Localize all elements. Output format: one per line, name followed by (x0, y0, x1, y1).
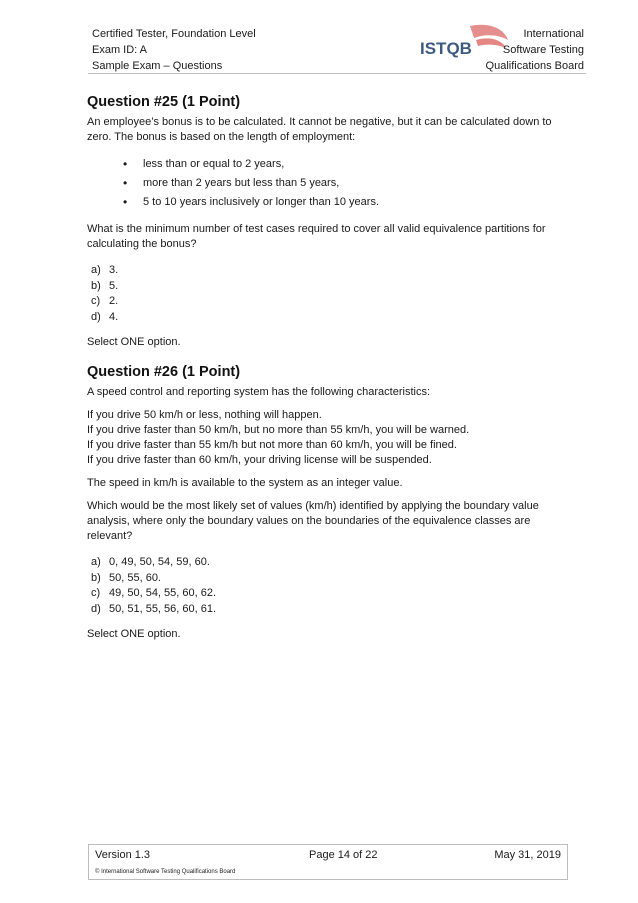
footer-copyright: © International Software Testing Qualifications Board (95, 869, 236, 875)
page-footer (88, 844, 568, 880)
rule-line: If you drive 50 km/h or less, nothing will happen. (87, 409, 322, 421)
question-text: What is the minimum number of test cases required to cover all valid equivalence partitions for calculating the bonus? (87, 223, 546, 250)
answer-option: d) 50, 51, 55, 56, 60, 61. (91, 602, 217, 615)
answer-option: d) 4. (91, 310, 119, 323)
footer-version: Version 1.3 (95, 849, 151, 861)
answer-option: a) 3. (91, 264, 119, 276)
rule-lines (87, 408, 557, 468)
question-title: Question #25 (1 Point) (87, 94, 241, 110)
question-26 (87, 364, 557, 642)
header-left-line: Sample Exam – Questions (92, 60, 223, 72)
header-left (92, 26, 256, 74)
instruction: Select ONE option. (87, 336, 181, 348)
footer-date: May 31, 2019 (494, 849, 561, 861)
question-intro: An employee’s bonus is to be calculated. It cannot be negative, but it can be calculated down to zero. The bonus is based on the length of employment: (87, 116, 552, 143)
rule-line: If you drive faster than 55 km/h but not more than 60 km/h, you will be fined. (87, 439, 457, 451)
header-right (486, 26, 584, 74)
answer-option: b) 5. (91, 279, 119, 292)
question-note: The speed in km/h is available to the system as an integer value. (87, 477, 403, 489)
list-item: • less than or equal to 2 years, (123, 155, 557, 174)
header-right-line: International (523, 28, 584, 40)
answer-option: b) 50, 55, 60. (91, 571, 161, 584)
question-text: Which would be the most likely set of values (km/h) identified by applying the boundary value analysis, where only the boundary values on the boundaries of the equivalence classes are relevant? (87, 500, 539, 542)
rule-line: If you drive faster than 60 km/h, your driving license will be suspended. (87, 454, 432, 466)
logo-text: ISTQB (420, 39, 472, 58)
bullet-list (123, 155, 557, 212)
page-header (88, 22, 586, 74)
answer-option: c) 2. (91, 295, 119, 307)
answer-option: c) 49, 50, 54, 55, 60, 62. (91, 587, 217, 599)
list-item: • 5 to 10 years inclusively or longer than 10 years. (123, 193, 557, 212)
footer-page-number: Page 14 of 22 (309, 849, 378, 861)
instruction: Select ONE option. (87, 628, 181, 640)
question-intro: A speed control and reporting system has the following characteristics: (87, 386, 431, 398)
header-right-line: Software Testing (502, 44, 584, 56)
answer-options (91, 263, 557, 325)
answer-options (91, 555, 557, 617)
question-title: Question #26 (1 Point) (87, 364, 241, 380)
page-content (87, 94, 557, 650)
header-left-line: Certified Tester, Foundation Level (92, 28, 256, 40)
answer-option: a) 0, 49, 50, 54, 59, 60. (91, 556, 210, 568)
header-right-line: Qualifications Board (485, 60, 584, 72)
list-item: • more than 2 years but less than 5 years, (123, 174, 557, 193)
question-25 (87, 94, 557, 350)
rule-line: If you drive faster than 50 km/h, but no more than 55 km/h, you will be warned. (87, 424, 470, 436)
header-left-line: Exam ID: A (92, 44, 148, 56)
